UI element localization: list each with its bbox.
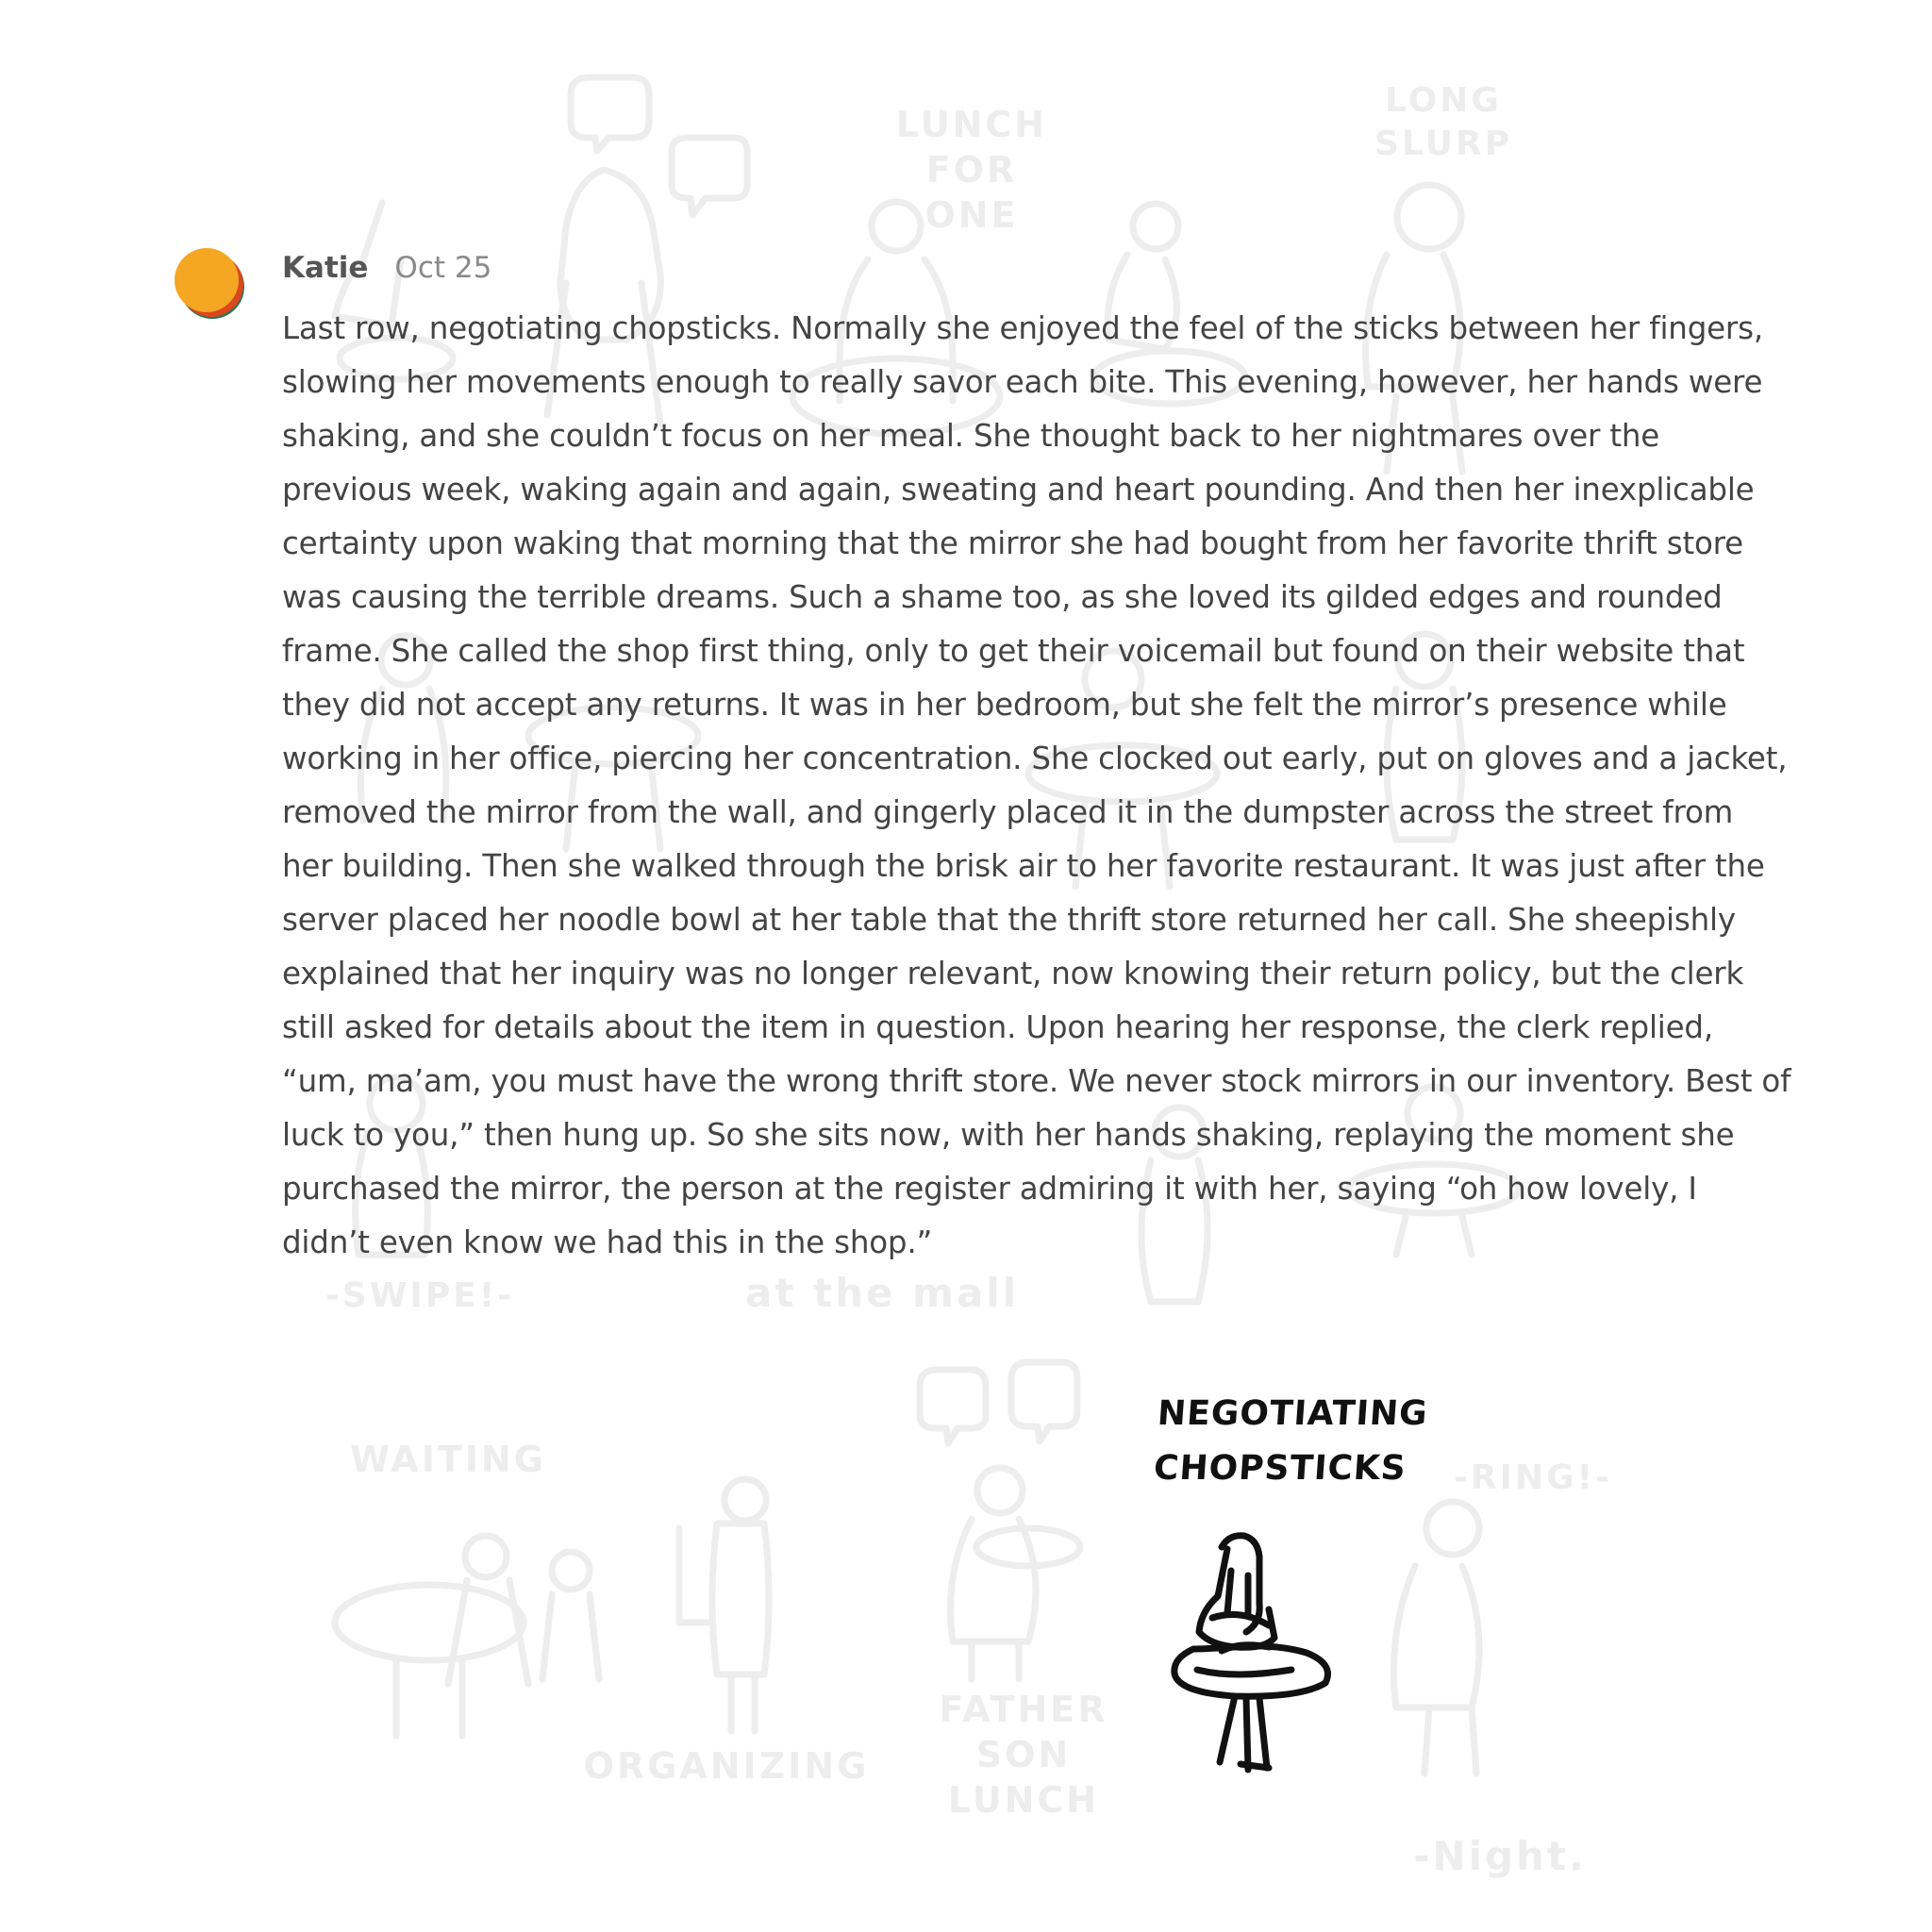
bg-label-at-the-mall: at the mall [744, 1270, 1020, 1316]
bg-label-slurp: SLURP [1374, 125, 1512, 163]
bg-label-swipe: -SWIPE!- [325, 1276, 515, 1315]
bg-figure-ring [1394, 1502, 1480, 1774]
featured-title [1152, 1387, 1430, 1496]
bg-label-long: LONG [1385, 81, 1502, 120]
bg-label-father: FATHER [939, 1689, 1108, 1730]
bg-label-night: -Night. [1413, 1833, 1587, 1879]
featured-title-line1: NEGOTIATING [1156, 1394, 1430, 1433]
bg-label-one: ONE [924, 194, 1019, 236]
bg-label-lunch: LUNCH [895, 104, 1048, 145]
chopsticks-figure-drawing [1156, 1528, 1382, 1783]
bg-label-organizing: ORGANIZING [583, 1745, 870, 1787]
post-text: Last row, negotiating chopsticks. Normally she enjoyed the feel of the sticks between her fingers, slowing her movements enough to really savor each bite. This evening, however, her hands were shaking, and she couldn’t focus on her meal. She thought back to her nightmares over the previous week, waking again and again, sweating and heart pounding. And then her inexplicable certainty upon waking that morning that the mirror she had bought from her favorite thrift store was causing the terrible dreams. Such a shame too, as she loved its gilded edges and rounded frame. She called the shop first thing, only to get their voicemail but found on their website that they did not accept any returns. It was in her bedroom, but she felt the mirror’s presence while working in her office, piercing her concentration. She clocked out early, put on gloves and a jacket, removed the mirror from the wall, and gingerly placed it in the dumpster across the street from her building. Then she walked through the brisk air to her favorite restaurant. It was just after the server placed her noodle bowl at her table that the thrift store returned her call. She sheepishly explained that her inquiry was no longer relevant, now knowing their return policy, but the clerk still asked for details about the item in question. Upon hearing her response, the clerk replied, “um, ma’am, you must have the wrong thrift store. We never stock mirrors in our inventory. Best of luck to you,” then hung up. So she sits now, with her hands shaking, replaying the moment she purchased the mirror, the person at the register admiring it with her, saying “oh how lovely, I didn’t even know we had this in the shop.” [282, 310, 1791, 1260]
bg-label-ring: -RING!- [1453, 1458, 1613, 1497]
featured-title-line2: CHOPSTICKS [1152, 1449, 1408, 1488]
bg-label-lunch-2: LUNCH [947, 1779, 1100, 1821]
avatar-front [175, 248, 239, 312]
bg-label-for: FOR [925, 149, 1018, 191]
post-header [282, 247, 1791, 294]
bg-label-son: SON [975, 1734, 1072, 1775]
bg-label-waiting: WAITING [350, 1439, 546, 1480]
author-name[interactable]: Katie [282, 251, 369, 285]
bg-figure-waiting [335, 1536, 599, 1736]
bg-figure-father-son [920, 1362, 1080, 1679]
post-body [282, 247, 1791, 1270]
bg-figure-organizing [679, 1479, 769, 1731]
avatar[interactable] [174, 247, 245, 319]
featured-illustration [1152, 1387, 1430, 1783]
post-date: Oct 25 [394, 251, 492, 285]
